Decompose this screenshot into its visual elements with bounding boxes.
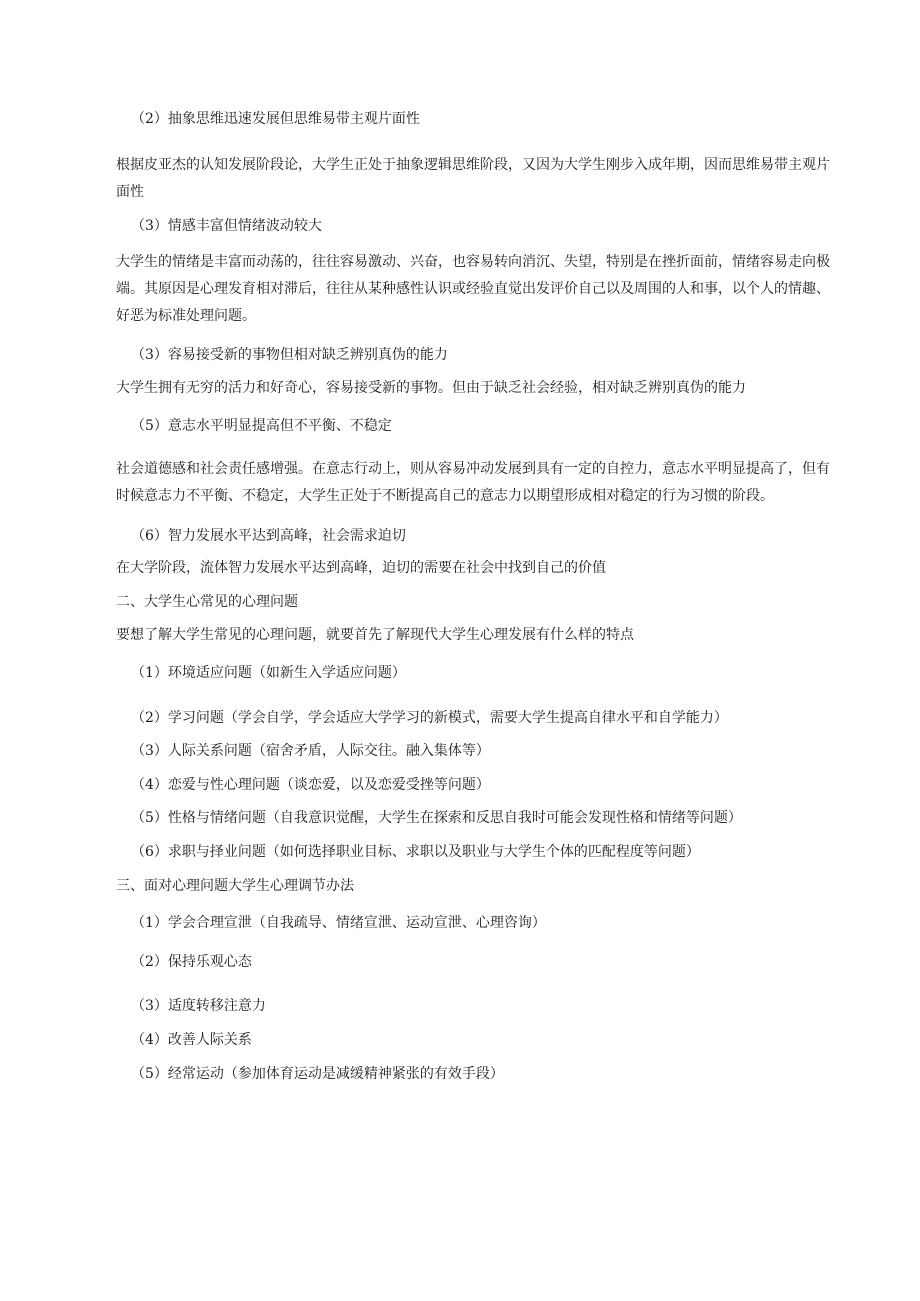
item-heading-abstract-thinking: （2）抽象思维迅速发展但思维易带主观片面性 <box>131 111 420 127</box>
list-item: （3）人际关系问题（宿舍矛盾，人际交往。融入集体等） <box>131 743 490 759</box>
list-item: （4）恋爱与性心理问题（谈恋爱，以及恋爱受挫等问题） <box>131 777 490 793</box>
item-heading-emotion: （3）情感丰富但情绪波动较大 <box>131 218 322 234</box>
list-item: （6）求职与择业问题（如何选择职业目标、求职以及职业与大学生个体的匹配程度等问题） <box>131 844 700 860</box>
paragraph-intelligence: 在大学阶段，流体智力发展水平达到高峰，迫切的需要在社会中找到自己的价值 <box>116 560 606 576</box>
paragraph-emotion: 大学生的情绪是丰富而动荡的，往往容易激动、兴奋，也容易转向消沉、失望，特别是在挫折面前，情绪容易走向极端。其原因是心理发育相对滞后，往往从某种感性认识或经验直觉出发评价自己以及周围的人和事，以个人的情趣、好恶为标准处理问题。 <box>116 254 830 324</box>
list-item: （3）适度转移注意力 <box>131 998 266 1014</box>
paragraph-common-problems-intro: 要想了解大学生常见的心理问题，就要首先了解现代大学生心理发展有什么样的特点 <box>116 627 634 643</box>
list-item: （5）经常运动（参加体育运动是减缓精神紧张的有效手段） <box>131 1066 504 1082</box>
item-heading-intelligence: （6）智力发展水平达到高峰，社会需求迫切 <box>131 528 406 544</box>
list-item: （1）环境适应问题（如新生入学适应问题） <box>131 665 406 681</box>
list-item: （5）性格与情绪问题（自我意识觉醒，大学生在探索和反思自我时可能会发现性格和情绪等问题） <box>131 810 742 826</box>
list-item: （2）学习问题（学会自学，学会适应大学学习的新模式，需要大学生提高自律水平和自学能力） <box>131 710 728 726</box>
item-heading-willpower: （5）意志水平明显提高但不平衡、不稳定 <box>131 418 392 434</box>
list-item: （2）保持乐观心态 <box>131 954 252 970</box>
item-heading-new-things: （3）容易接受新的事物但相对缺乏辨别真伪的能力 <box>131 347 448 363</box>
list-item: （1）学会合理宣泄（自我疏导、情绪宣泄、运动宣泄、心理咨询） <box>131 915 546 931</box>
section-title-common-problems: 二、大学生心常见的心理问题 <box>116 594 298 610</box>
paragraph-abstract-thinking: 根据皮亚杰的认知发展阶段论，大学生正处于抽象逻辑思维阶段，又因为大学生刚步入成年期，因而思维易带主观片面性 <box>116 157 830 200</box>
paragraph-willpower: 社会道德感和社会责任感增强。在意志行动上，则从容易冲动发展到具有一定的自控力，意志水平明显提高了，但有时候意志力不平衡、不稳定，大学生正处于不断提高自己的意志力以期望形成相对稳定的行为习惯的阶段。 <box>116 461 830 504</box>
list-item: （4）改善人际关系 <box>131 1032 252 1048</box>
section-title-coping-methods: 三、面对心理问题大学生心理调节办法 <box>116 878 354 894</box>
paragraph-new-things: 大学生拥有无穷的活力和好奇心，容易接受新的事物。但由于缺乏社会经验，相对缺乏辨别真伪的能力 <box>116 380 746 396</box>
